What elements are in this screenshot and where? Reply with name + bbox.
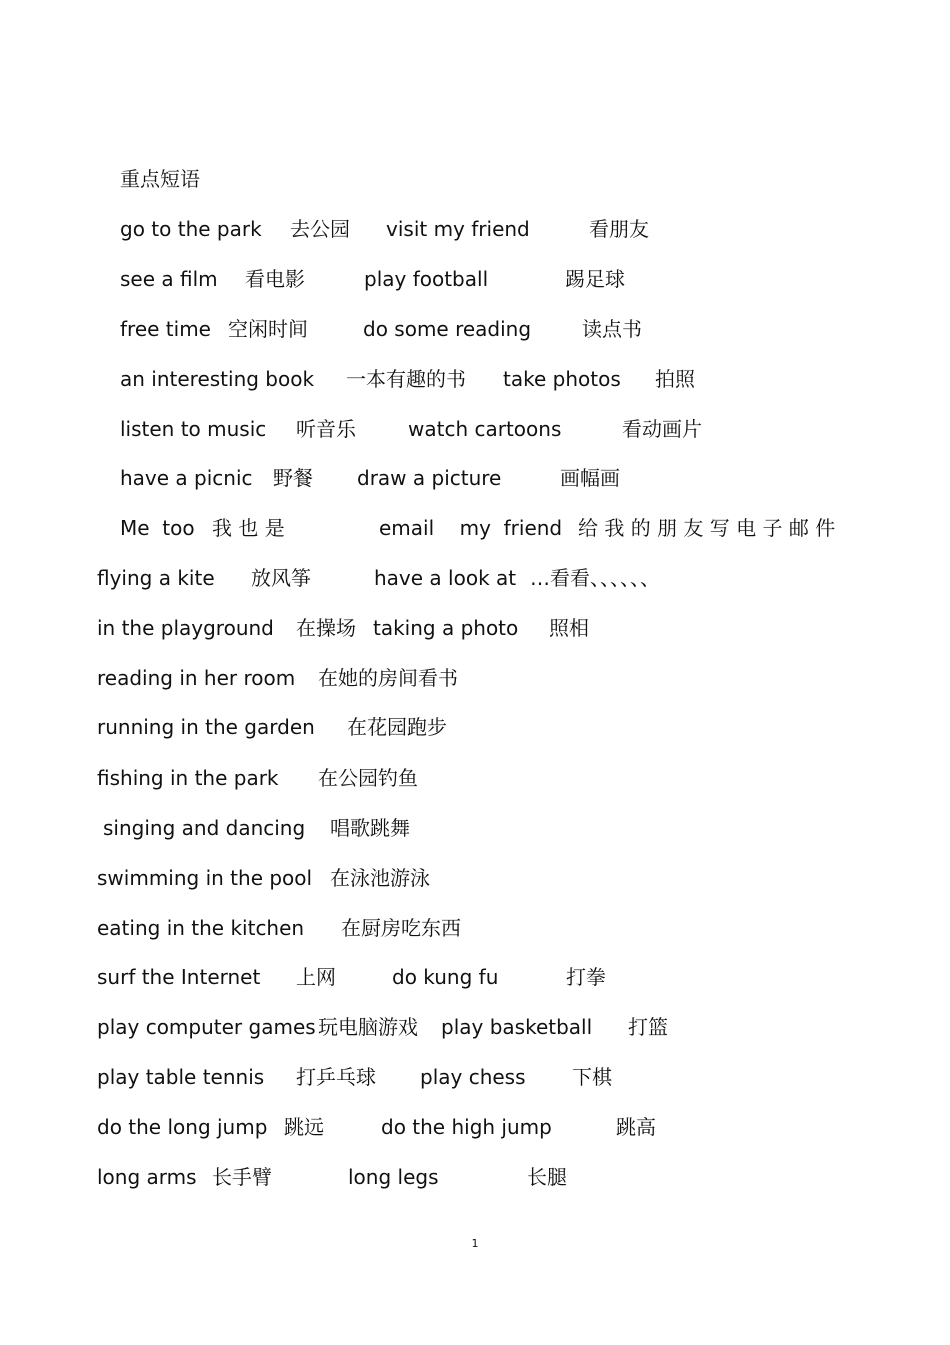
phrase-english: Me too <box>120 516 195 540</box>
phrase-chinese: …看看、、、、、、 <box>530 566 660 590</box>
phrase-chinese: 一本有趣的书 <box>346 367 466 391</box>
phrase-chinese: 在她的房间看书 <box>318 666 458 690</box>
phrase-chinese: 我 也 是 <box>212 516 285 540</box>
phrase-english: swimming in the pool <box>97 866 313 890</box>
phrase-english: free time <box>120 317 211 341</box>
phrase-chinese: 在操场 <box>296 616 356 640</box>
phrase-english: do some reading <box>363 317 532 341</box>
phrase-row <box>0 960 950 994</box>
phrase-english: play computer games <box>97 1015 316 1039</box>
phrase-english: play basketball <box>441 1015 593 1039</box>
phrase-english: reading in her room <box>97 666 296 690</box>
phrase-chinese: 下棋 <box>572 1065 612 1089</box>
phrase-english: have a look at <box>374 566 517 590</box>
phrase-chinese: 放风筝 <box>251 566 311 590</box>
phrase-row <box>0 811 950 845</box>
phrase-english: watch cartoons <box>408 417 562 441</box>
phrase-row <box>0 1010 950 1044</box>
phrase-english: listen to music <box>120 417 267 441</box>
phrase-english: have a picnic <box>120 466 253 490</box>
phrase-row <box>0 511 950 545</box>
phrase-row <box>0 611 950 645</box>
phrase-row <box>0 1110 950 1144</box>
phrase-english: go to the park <box>120 217 262 241</box>
phrase-english: eating in the kitchen <box>97 916 305 940</box>
phrase-english: take photos <box>503 367 621 391</box>
phrase-chinese: 长手臂 <box>212 1165 272 1189</box>
phrase-chinese: 看电影 <box>245 267 305 291</box>
section-heading: 重点短语 <box>120 167 200 191</box>
phrase-english: see a film <box>120 267 218 291</box>
phrase-english: taking a photo <box>373 616 519 640</box>
phrase-english: flying a kite <box>97 566 215 590</box>
phrase-chinese: 读点书 <box>582 317 642 341</box>
phrase-row <box>0 761 950 795</box>
phrase-english: long arms <box>97 1165 197 1189</box>
phrase-english: do kung fu <box>392 965 499 989</box>
phrase-row <box>0 1160 950 1194</box>
phrase-english: surf the Internet <box>97 965 261 989</box>
phrase-english: play football <box>364 267 489 291</box>
phrase-english: do the high jump <box>381 1115 552 1139</box>
phrase-english: email my friend <box>379 516 563 540</box>
phrase-chinese: 唱歌跳舞 <box>330 816 410 840</box>
phrase-chinese: 跳远 <box>284 1115 324 1139</box>
phrase-chinese: 玩电脑游戏 <box>318 1015 418 1039</box>
phrase-row <box>0 861 950 895</box>
phrase-row <box>0 312 950 346</box>
phrase-english: an interesting book <box>120 367 315 391</box>
phrase-row <box>0 710 950 744</box>
phrase-english: visit my friend <box>386 217 530 241</box>
phrase-row <box>0 262 950 296</box>
phrase-chinese: 在公园钓鱼 <box>318 766 418 790</box>
phrase-row <box>0 911 950 945</box>
phrase-english: long legs <box>348 1165 439 1189</box>
phrase-row <box>0 412 950 446</box>
phrase-row <box>0 461 950 495</box>
phrase-chinese: 听音乐 <box>296 417 356 441</box>
phrase-chinese: 在泳池游泳 <box>330 866 430 890</box>
phrase-chinese: 上网 <box>296 965 336 989</box>
phrase-chinese: 打拳 <box>566 965 606 989</box>
phrase-chinese: 画幅画 <box>560 466 620 490</box>
phrase-chinese: 空闲时间 <box>228 317 308 341</box>
phrase-chinese: 跳高 <box>616 1115 656 1139</box>
phrase-chinese: 在厨房吃东西 <box>341 916 461 940</box>
phrase-chinese: 长腿 <box>527 1165 567 1189</box>
phrase-chinese: 打篮 <box>628 1015 668 1039</box>
phrase-chinese: 打乒乓球 <box>296 1065 376 1089</box>
phrase-english: fishing in the park <box>97 766 279 790</box>
phrase-row <box>0 661 950 695</box>
phrase-chinese: 去公园 <box>290 217 350 241</box>
phrase-english: play table tennis <box>97 1065 265 1089</box>
phrase-english: play chess <box>420 1065 526 1089</box>
phrase-chinese: 给 我 的 朋 友 写 电 子 邮 件 <box>578 516 836 540</box>
phrase-chinese: 看动画片 <box>622 417 702 441</box>
phrase-chinese: 照相 <box>549 616 589 640</box>
phrase-chinese: 在花园跑步 <box>347 715 447 739</box>
phrase-row <box>0 212 950 246</box>
phrase-row <box>0 362 950 396</box>
phrase-english: running in the garden <box>97 715 315 739</box>
phrase-chinese: 野餐 <box>273 466 313 490</box>
phrase-english: in the playground <box>97 616 274 640</box>
phrase-chinese: 踢足球 <box>565 267 625 291</box>
phrase-chinese: 拍照 <box>655 367 695 391</box>
phrase-english: do the long jump <box>97 1115 268 1139</box>
phrase-chinese: 看朋友 <box>589 217 649 241</box>
phrase-row <box>0 561 950 595</box>
phrase-english: draw a picture <box>357 466 502 490</box>
page-number: 1 <box>471 1237 479 1250</box>
phrase-english: singing and dancing <box>103 816 306 840</box>
phrase-row <box>0 1060 950 1094</box>
